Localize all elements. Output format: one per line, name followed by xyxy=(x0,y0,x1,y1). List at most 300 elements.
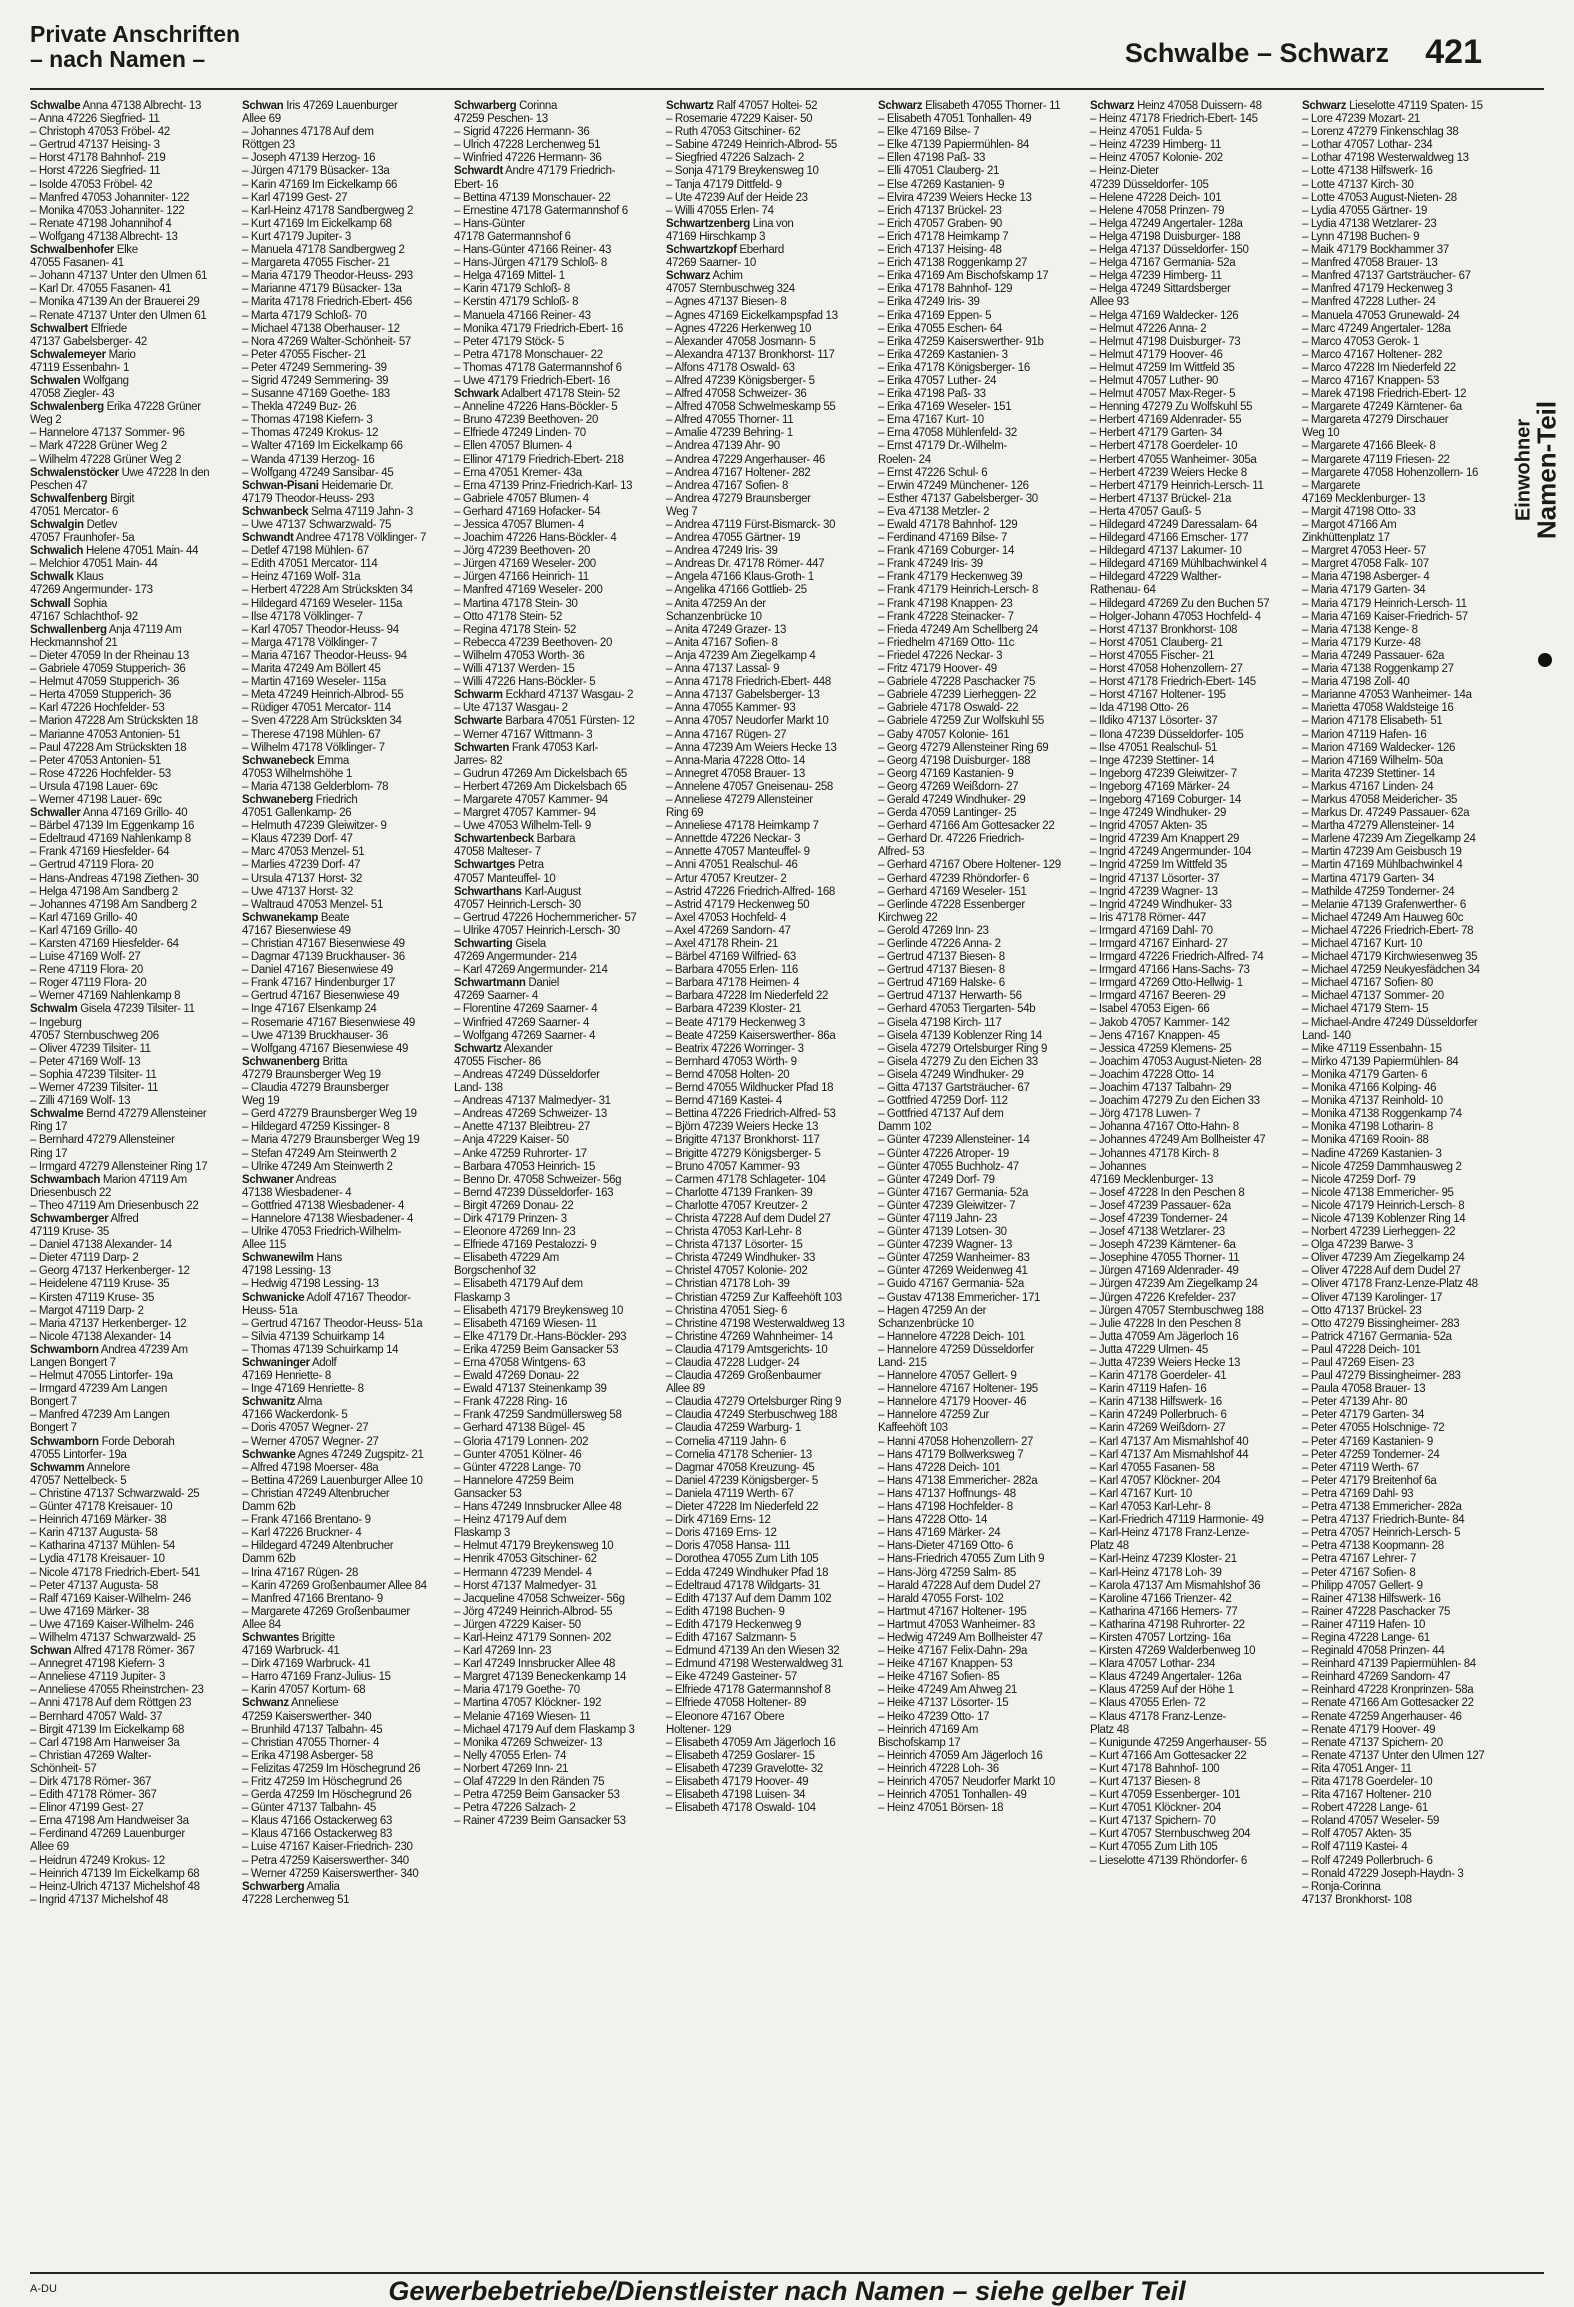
directory-entry xyxy=(30,1527,228,1540)
directory-entry xyxy=(242,1344,440,1357)
entry-detail: – Anna 47055 Kammer- 93 xyxy=(666,702,796,715)
entry-detail: – Edmund 47198 Westerwaldweg 31 xyxy=(666,1658,843,1671)
entry-detail: – Anna 47137 Lassal- 9 xyxy=(666,663,780,676)
directory-entry xyxy=(30,977,228,990)
directory-entry xyxy=(454,1462,652,1475)
entry-detail: – Jürgen 47166 Heinrich- 11 xyxy=(454,571,589,584)
entry-detail: – Alfred 47239 Königsberger- 5 xyxy=(666,374,815,387)
entry-detail: 47167 Schlachthof- 92 xyxy=(30,610,138,623)
entry-detail: – Werner 47169 Nahlenkamp 8 xyxy=(30,990,181,1003)
directory-entry xyxy=(1090,598,1288,611)
directory-entry xyxy=(666,755,864,768)
entry-detail: Eckhard 47137 Wasgau- 2 xyxy=(502,689,634,702)
directory-entry xyxy=(1302,1684,1500,1697)
directory-entry xyxy=(30,323,228,336)
directory-entry xyxy=(454,951,652,964)
entry-detail: – Oliver 47228 Auf dem Dudel 27 xyxy=(1302,1265,1461,1278)
entry-detail: – Irmgard 47166 Hans-Sachs- 73 xyxy=(1090,964,1250,977)
directory-entry xyxy=(1090,1750,1288,1763)
entry-detail: – Ingeburg xyxy=(30,1016,82,1029)
entry-surname: Schwantes xyxy=(242,1631,299,1644)
entry-detail: – Hildegard 47137 Lakumer- 10 xyxy=(1090,545,1242,558)
directory-entry xyxy=(242,729,440,742)
directory-entry xyxy=(878,1252,1076,1265)
directory-entry xyxy=(242,820,440,833)
directory-entry xyxy=(878,1553,1076,1566)
entry-detail: 47057 Manteuffel- 10 xyxy=(454,872,556,885)
entry-detail: – Martina 47178 Stein- 30 xyxy=(454,597,578,610)
entry-surname: Schwanbeck xyxy=(242,505,309,518)
entry-detail: – Gerhard 47169 Hofacker- 54 xyxy=(454,505,601,518)
side-tab xyxy=(1512,260,1562,680)
entry-detail: – Nicole 47179 Heinrich-Lersch- 8 xyxy=(1302,1199,1465,1212)
directory-entry xyxy=(666,833,864,846)
directory-entry xyxy=(1302,231,1500,244)
directory-entry xyxy=(878,1527,1076,1540)
directory-entry xyxy=(666,584,864,597)
directory-entry xyxy=(242,1148,440,1161)
directory-entry xyxy=(666,165,864,178)
entry-detail: – Siegfried 47226 Salzach- 2 xyxy=(666,152,804,165)
entry-detail: – Gerda 47259 Im Höschegrund 26 xyxy=(242,1789,412,1802)
directory-entry xyxy=(454,1357,652,1370)
directory-entry xyxy=(242,139,440,152)
directory-entry xyxy=(454,1580,652,1593)
entry-detail: – Irmgard 47226 Friedrich-Alfred- 74 xyxy=(1090,951,1264,964)
directory-entry xyxy=(666,1383,864,1396)
directory-entry xyxy=(666,742,864,755)
directory-entry xyxy=(1090,1776,1288,1789)
directory-entry xyxy=(878,179,1076,192)
entry-detail: – Cornelia 47178 Schenier- 13 xyxy=(666,1448,812,1461)
directory-entry xyxy=(242,1383,440,1396)
directory-entry xyxy=(454,768,652,781)
directory-entry xyxy=(30,1370,228,1383)
entry-detail: – Werner 47259 Kaiserswerther- 340 xyxy=(242,1867,419,1880)
directory-entry xyxy=(1302,1514,1500,1527)
directory-entry xyxy=(666,1422,864,1435)
directory-entry xyxy=(1302,1318,1500,1331)
directory-entry xyxy=(1302,1841,1500,1854)
directory-entry xyxy=(1302,676,1500,689)
directory-entry xyxy=(1090,1422,1288,1435)
directory-entry xyxy=(878,480,1076,493)
directory-entry xyxy=(454,1292,652,1305)
entry-detail: – Nicole 47138 Emmericher- 95 xyxy=(1302,1186,1454,1199)
entry-detail: – Willi 47055 Erlen- 74 xyxy=(666,204,774,217)
directory-entry xyxy=(878,663,1076,676)
directory-entry xyxy=(454,912,652,925)
directory-entry xyxy=(1090,689,1288,702)
directory-entry xyxy=(1090,859,1288,872)
directory-column-6 xyxy=(1090,100,1288,2270)
entry-detail: – Oliver 47139 Karolinger- 17 xyxy=(1302,1291,1443,1304)
directory-entry xyxy=(454,886,652,899)
entry-detail: Ring 69 xyxy=(666,807,704,820)
entry-detail: – Wilhelm 47137 Schwarzwald- 25 xyxy=(30,1631,196,1644)
directory-entry xyxy=(454,467,652,480)
directory-entry xyxy=(666,296,864,309)
directory-entry xyxy=(454,977,652,990)
directory-entry xyxy=(1302,1409,1500,1422)
entry-detail: 47169 Warbruck- 41 xyxy=(242,1645,340,1658)
directory-entry xyxy=(454,1553,652,1566)
directory-entry xyxy=(1302,1645,1500,1658)
entry-detail: – Petra 47226 Salzach- 2 xyxy=(454,1802,576,1815)
entry-detail: – Heinrich 47169 Märker- 38 xyxy=(30,1514,167,1527)
directory-entry xyxy=(666,1108,864,1121)
directory-entry xyxy=(878,1658,1076,1671)
directory-entry xyxy=(454,1409,652,1422)
directory-entry xyxy=(242,401,440,414)
directory-entry xyxy=(30,100,228,113)
entry-detail: – Heinz 47051 Börsen- 18 xyxy=(878,1802,1004,1815)
directory-entry xyxy=(30,1724,228,1737)
directory-entry xyxy=(454,1684,652,1697)
entry-detail: 47269 Saarner- 10 xyxy=(666,257,756,270)
entry-detail: Borgschenhof 32 xyxy=(454,1265,536,1278)
directory-entry xyxy=(1302,912,1500,925)
entry-detail: Lina von xyxy=(749,217,794,230)
entry-detail: – Michael 47226 Friedrich-Ebert- 78 xyxy=(1302,924,1474,937)
entry-detail: 47169 Henriette- 8 xyxy=(242,1370,331,1383)
directory-entry xyxy=(878,689,1076,702)
directory-entry xyxy=(1090,624,1288,637)
directory-column-3 xyxy=(454,100,652,2270)
directory-entry xyxy=(1302,1697,1500,1710)
directory-entry xyxy=(242,1422,440,1435)
directory-entry xyxy=(1302,493,1500,506)
entry-detail: – Helmut 47057 Luther- 90 xyxy=(1090,374,1219,387)
directory-entry xyxy=(1090,611,1288,624)
entry-surname: Schwarte xyxy=(454,715,503,728)
entry-detail: Roelen- 24 xyxy=(878,453,931,466)
directory-entry xyxy=(242,1855,440,1868)
directory-entry xyxy=(1302,1553,1500,1566)
entry-detail: – Hildegard 47249 Altenbrucher xyxy=(242,1540,394,1553)
entry-surname: Schwarz xyxy=(666,270,711,283)
directory-entry xyxy=(454,742,652,755)
entry-detail: – Edmund 47139 An den Wiesen 32 xyxy=(666,1645,840,1658)
entry-detail: Daniel xyxy=(525,977,559,990)
entry-detail: – Hartmut 47053 Wanheimer- 83 xyxy=(878,1618,1035,1631)
directory-entry xyxy=(30,1121,228,1134)
directory-entry xyxy=(242,1540,440,1553)
directory-entry xyxy=(454,1789,652,1802)
directory-entry xyxy=(242,1265,440,1278)
entry-detail: – Josef 47138 Wetzlarer- 23 xyxy=(1090,1226,1225,1239)
entry-detail: Andrea 47239 Am xyxy=(98,1343,188,1356)
entry-detail: – Peter 47169 Wolf- 13 xyxy=(30,1055,141,1068)
directory-column-7 xyxy=(1302,100,1500,2270)
entry-detail: – Ernst 47179 Dr.-Wilhelm- xyxy=(878,440,1007,453)
entry-detail: – Bettina 47269 Lauenburger Allee 10 xyxy=(242,1474,423,1487)
entry-detail: – Therese 47198 Mühlen- 67 xyxy=(242,728,381,741)
entry-detail: – Herbert 47137 Brückel- 21a xyxy=(1090,492,1232,505)
directory-entry xyxy=(1090,283,1288,296)
entry-detail: – Maria 47279 Braunsberger Weg 19 xyxy=(242,1134,420,1147)
directory-entry xyxy=(1090,1540,1288,1553)
entry-detail: – Margareta 47055 Fischer- 21 xyxy=(242,257,390,270)
directory-entry xyxy=(242,1815,440,1828)
entry-detail: – Michael-Andre 47249 Düsseldorfer xyxy=(1302,1016,1478,1029)
directory-entry xyxy=(1302,179,1500,192)
entry-detail: – Sophia 47239 Tilsiter- 11 xyxy=(30,1068,157,1081)
directory-entry xyxy=(454,375,652,388)
entry-detail: – Otto 47279 Bissingheimer- 283 xyxy=(1302,1317,1460,1330)
entry-detail: – Elke 47139 Papiermühlen- 84 xyxy=(878,139,1029,152)
directory-entry xyxy=(454,637,652,650)
entry-detail: – Mark 47228 Grüner Weg 2 xyxy=(30,440,167,453)
directory-entry xyxy=(878,1265,1076,1278)
entry-detail: Petra xyxy=(515,859,544,872)
directory-entry xyxy=(1090,152,1288,165)
entry-detail: – Alfred 47058 Schwelmeskamp 55 xyxy=(666,401,836,414)
directory-entry xyxy=(1302,1462,1500,1475)
entry-surname: Schwarthans xyxy=(454,885,522,898)
directory-entry xyxy=(242,781,440,794)
entry-detail: – Wolfgang 47249 Sansibar- 45 xyxy=(242,466,394,479)
entry-detail: – Horst 47058 Hohenzollern- 27 xyxy=(1090,663,1243,676)
entry-detail: 47178 Gatermannshof 6 xyxy=(454,230,571,243)
entry-detail: Uwe 47228 In den xyxy=(118,466,210,479)
directory-entry xyxy=(242,1108,440,1121)
directory-entry xyxy=(242,1671,440,1684)
directory-entry xyxy=(242,179,440,192)
directory-entry xyxy=(242,715,440,728)
directory-entry xyxy=(242,1121,440,1134)
directory-entry xyxy=(878,113,1076,126)
directory-entry xyxy=(878,1292,1076,1305)
directory-entry xyxy=(878,1161,1076,1174)
entry-detail: – Heike 47249 Am Ahweg 21 xyxy=(878,1684,1017,1697)
entry-detail: – Claudia 47259 Warburg- 1 xyxy=(666,1422,801,1435)
entry-detail: Flaskamp 3 xyxy=(454,1291,510,1304)
directory-entry xyxy=(242,702,440,715)
directory-entry xyxy=(666,781,864,794)
entry-detail: – Sigrid 47249 Semmering- 39 xyxy=(242,374,389,387)
directory-entry xyxy=(1090,165,1288,178)
entry-detail: – Beatrix 47226 Worringer- 3 xyxy=(666,1042,804,1055)
entry-detail: 47057 Fraunhofer- 5a xyxy=(30,532,135,545)
entry-detail: – Elfriede 47249 Linden- 70 xyxy=(454,427,586,440)
directory-entry xyxy=(666,401,864,414)
directory-entry xyxy=(1302,1868,1500,1881)
directory-entry xyxy=(454,1815,652,1828)
directory-entry xyxy=(1302,1606,1500,1619)
entry-detail: – Horst 47051 Clauberg- 21 xyxy=(1090,636,1223,649)
entry-detail: Friedrich xyxy=(312,793,358,806)
entry-detail: Elisabeth 47055 Thorner- 11 xyxy=(922,100,1061,112)
entry-detail: – Rosemarie 47167 Biesenwiese 49 xyxy=(242,1016,415,1029)
entry-detail: – Gloria 47179 Lonnen- 202 xyxy=(454,1435,589,1448)
directory-entry xyxy=(30,1841,228,1854)
directory-entry xyxy=(454,440,652,453)
directory-entry xyxy=(454,1422,652,1435)
directory-entry xyxy=(242,1095,440,1108)
directory-entry xyxy=(666,1462,864,1475)
entry-detail: – Marion 47169 Wilhelm- 50a xyxy=(1302,754,1443,767)
directory-entry xyxy=(30,1331,228,1344)
directory-entry xyxy=(666,1069,864,1082)
entry-detail: – Lotte 47137 Kirch- 30 xyxy=(1302,178,1414,191)
entry-surname: Schwartenbeck xyxy=(454,833,534,846)
directory-entry xyxy=(1302,244,1500,257)
entry-detail: Annelore xyxy=(84,1461,130,1474)
directory-entry xyxy=(454,100,652,113)
directory-entry xyxy=(242,440,440,453)
entry-detail: 47119 Essenbahn- 1 xyxy=(30,361,129,374)
entry-detail: – Margarete 47249 Kärntener- 6a xyxy=(1302,401,1462,414)
directory-entry xyxy=(666,1593,864,1606)
entry-detail: Gisela 47239 Tilsiter- 11 xyxy=(77,1003,195,1016)
directory-entry xyxy=(1090,100,1288,113)
directory-entry xyxy=(454,1606,652,1619)
directory-entry xyxy=(454,794,652,807)
directory-entry xyxy=(878,1671,1076,1684)
entry-detail: – Rita 47167 Holtener- 210 xyxy=(1302,1789,1431,1802)
entry-detail: – Frieda 47249 Am Schellberg 24 xyxy=(878,623,1038,636)
entry-detail: Gisela xyxy=(512,938,546,950)
entry-detail: – Heinrich 47169 Am xyxy=(878,1723,979,1736)
directory-entry xyxy=(1302,755,1500,768)
entry-detail: Eberhard xyxy=(736,244,784,257)
entry-detail: – Bruno 47239 Beethoven- 20 xyxy=(454,414,599,427)
directory-entry xyxy=(30,1776,228,1789)
entry-detail: – Zilli 47169 Wolf- 13 xyxy=(30,1095,131,1108)
entry-detail: – Maria 47198 Zoll- 40 xyxy=(1302,676,1410,689)
directory-entry xyxy=(1302,218,1500,231)
directory-entry xyxy=(1302,1449,1500,1462)
entry-detail: – Helga 47169 Waldecker- 126 xyxy=(1090,309,1239,322)
directory-entry xyxy=(666,964,864,977)
entry-detail: – Günter 47239 Allensteiner- 14 xyxy=(878,1134,1030,1147)
entry-detail: – Alexandra 47137 Bronkhorst- 117 xyxy=(666,348,835,361)
directory-entry xyxy=(666,139,864,152)
directory-entry xyxy=(1302,1436,1500,1449)
entry-surname: Schwalgin xyxy=(30,519,84,531)
directory-entry xyxy=(30,126,228,139)
entry-detail: – Eleonore 47269 Inn- 23 xyxy=(454,1226,576,1239)
directory-entry xyxy=(30,1082,228,1095)
entry-detail: – Karin 47169 Im Eickelkamp 66 xyxy=(242,178,398,191)
directory-entry xyxy=(242,506,440,519)
entry-detail: – Heinz 47239 Himberg- 11 xyxy=(1090,139,1222,152)
entry-detail: Britta xyxy=(319,1055,348,1068)
entry-detail: – Katharina 47137 Mühlen- 54 xyxy=(30,1540,175,1553)
directory-entry xyxy=(666,611,864,624)
directory-entry xyxy=(666,977,864,990)
entry-detail: – Frank 47249 Iris- 39 xyxy=(878,558,983,571)
directory-entry xyxy=(1302,454,1500,467)
entry-detail: – Hildegard 47169 Weseler- 115a xyxy=(242,597,403,610)
directory-entry xyxy=(1302,349,1500,362)
entry-detail: – Ingrid 47239 Am Knappert 29 xyxy=(1090,833,1240,846)
directory-entry xyxy=(242,532,440,545)
directory-entry xyxy=(878,1095,1076,1108)
entry-surname: Schwalbe xyxy=(30,100,81,112)
directory-entry xyxy=(1090,990,1288,1003)
entry-detail: – Peter 47249 Semmering- 39 xyxy=(242,361,387,374)
directory-column-4 xyxy=(666,100,864,2270)
entry-detail: – Kurt 47055 Zum Lith 105 xyxy=(1090,1841,1218,1854)
directory-entry xyxy=(1090,336,1288,349)
directory-entry xyxy=(878,1108,1076,1121)
entry-detail: – Gerhard 47053 Tiergarten- 54b xyxy=(878,1003,1036,1016)
directory-entry xyxy=(878,532,1076,545)
directory-entry xyxy=(30,1671,228,1684)
directory-entry xyxy=(454,545,652,558)
entry-detail: 47169 Mecklenburger- 13 xyxy=(1090,1173,1214,1186)
directory-entry xyxy=(878,990,1076,1003)
entry-detail: – Erika 47169 Am Bischofskamp 17 xyxy=(878,270,1049,283)
entry-detail: – Günter 47139 Lotsen- 30 xyxy=(878,1226,1007,1239)
directory-entry xyxy=(1302,139,1500,152)
directory-entry xyxy=(666,807,864,820)
entry-detail: – Luise 47167 Kaiser-Friedrich- 230 xyxy=(242,1841,413,1854)
entry-detail: – Margret 47057 Kammer- 94 xyxy=(454,807,596,820)
directory-entry xyxy=(666,270,864,283)
directory-entry xyxy=(666,1671,864,1684)
entry-detail: – Peter 47055 Fischer- 21 xyxy=(242,348,367,361)
footer-code: A-DU xyxy=(30,2283,57,2295)
entry-detail: Alfred 47178 Römer- 367 xyxy=(71,1645,195,1658)
entry-detail: – Martin 47239 Am Geisbusch 19 xyxy=(1302,846,1462,859)
directory-entry xyxy=(30,1645,228,1658)
entry-surname: Schwamborn xyxy=(30,1343,99,1356)
directory-entry xyxy=(30,689,228,702)
directory-entry xyxy=(878,296,1076,309)
entry-detail: – Horst 47167 Holtener- 195 xyxy=(1090,689,1226,702)
entry-detail: – Herbert 47179 Heinrich-Lersch- 11 xyxy=(1090,479,1264,492)
directory-entry xyxy=(666,310,864,323)
entry-detail: – Tanja 47179 Dittfeld- 9 xyxy=(666,178,782,191)
directory-entry xyxy=(30,1750,228,1763)
entry-detail: – Elisabeth 47229 Am xyxy=(454,1252,559,1265)
directory-entry xyxy=(454,1265,652,1278)
entry-detail: – Margot 47119 Darp- 2 xyxy=(30,1304,144,1317)
directory-entry xyxy=(666,859,864,872)
directory-entry xyxy=(30,820,228,833)
entry-detail: – Ernst 47226 Schul- 6 xyxy=(878,466,988,479)
entry-detail: – Ewald 47137 Steinenkamp 39 xyxy=(454,1383,607,1396)
directory-entry xyxy=(454,1174,652,1187)
entry-detail: – Gisela 47139 Koblenzer Ring 14 xyxy=(878,1029,1042,1042)
entry-detail: – Anneliese 47178 Heimkamp 7 xyxy=(666,820,819,833)
entry-detail: – Werner 47198 Lauer- 69c xyxy=(30,793,162,806)
directory-entry xyxy=(242,1357,440,1370)
directory-entry xyxy=(454,1776,652,1789)
entry-detail: – Inge 47249 Windhuker- 29 xyxy=(1090,807,1227,820)
entry-detail: – Hans 47179 Bollwerksweg 7 xyxy=(878,1448,1024,1461)
directory-entry xyxy=(30,1697,228,1710)
entry-detail: – Hannelore 47057 Gellert- 9 xyxy=(878,1370,1017,1383)
entry-detail: – Kurt 47179 Jupiter- 3 xyxy=(242,230,351,243)
entry-detail: – Ronald 47229 Joseph-Haydn- 3 xyxy=(1302,1867,1464,1880)
entry-detail: – Doris 47057 Wegner- 27 xyxy=(242,1422,369,1435)
entry-surname: Schwarting xyxy=(454,938,513,950)
entry-detail: – Nicole 47139 Koblenzer Ring 14 xyxy=(1302,1212,1466,1225)
directory-entry xyxy=(1302,977,1500,990)
directory-entry xyxy=(30,1475,228,1488)
directory-entry xyxy=(454,807,652,820)
directory-entry xyxy=(1090,244,1288,257)
entry-detail: – Jörg 47239 Beethoven- 20 xyxy=(454,545,591,558)
directory-entry xyxy=(30,1292,228,1305)
entry-detail: Erika 47228 Grüner xyxy=(103,401,201,414)
entry-detail: – Felizitas 47259 Im Höschegrund 26 xyxy=(242,1762,421,1775)
directory-entry xyxy=(878,1724,1076,1737)
